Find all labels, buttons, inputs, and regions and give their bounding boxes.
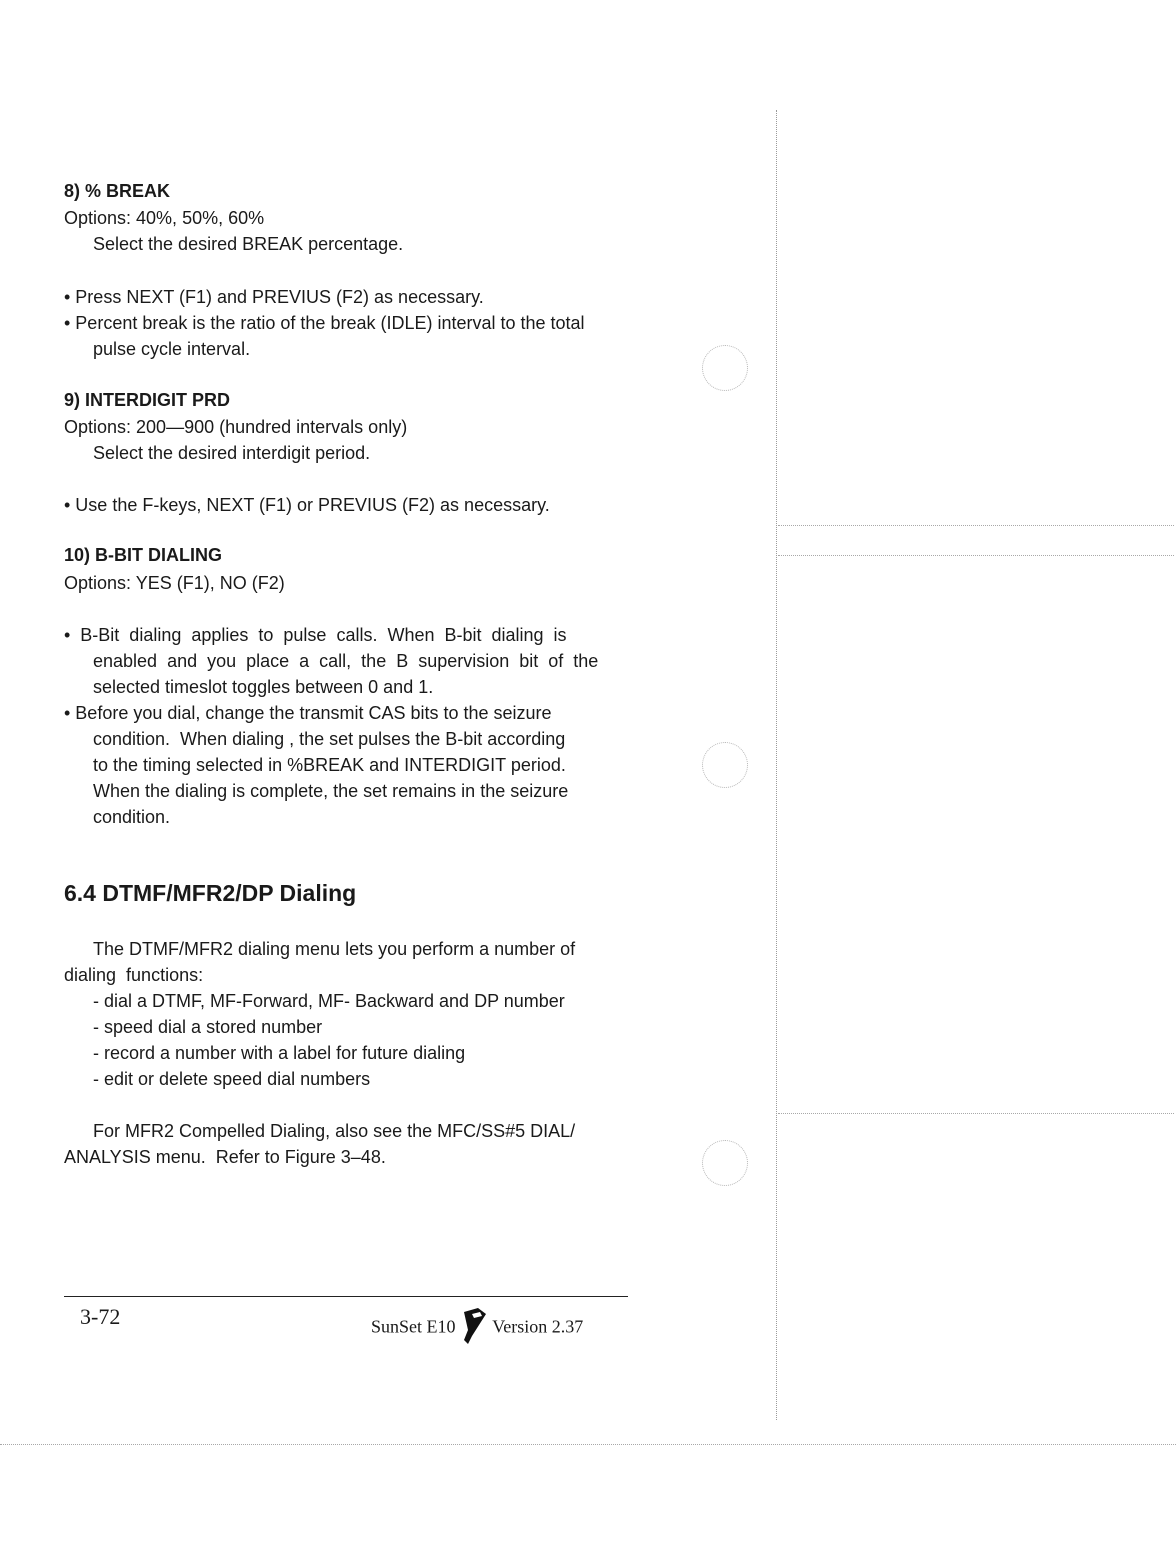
margin-guide-line bbox=[776, 110, 777, 1420]
bbit-bullet-1 bbox=[64, 622, 630, 700]
interdigit-options: Options: 200—900 (hundred intervals only) bbox=[64, 417, 408, 437]
list-item: - speed dial a stored number bbox=[93, 1017, 323, 1037]
break-description: Select the desired BREAK percentage. bbox=[93, 234, 404, 254]
margin-guide-dots bbox=[778, 555, 1174, 556]
punch-hole-icon bbox=[702, 742, 748, 788]
punch-hole-icon bbox=[702, 1140, 748, 1186]
bullet-line: condition. When dialing , the set pulses the B-bit according bbox=[93, 729, 566, 749]
note-line: ANALYSIS menu. Refer to Figure 3–48. bbox=[64, 1147, 386, 1167]
interdigit-heading: 9) INTERDIGIT PRD bbox=[64, 390, 231, 410]
break-heading: 8) % BREAK bbox=[64, 181, 171, 201]
margin-guide-dots bbox=[778, 525, 1174, 526]
bullet-line: to the timing selected in %BREAK and INTERDIGIT period. bbox=[93, 755, 566, 775]
bbit-heading: 10) B-BIT DIALING bbox=[64, 545, 223, 565]
intro-line: dialing functions: bbox=[64, 965, 204, 985]
footer-product bbox=[371, 1306, 583, 1351]
bullet-line: • Press NEXT (F1) and PREVIUS (F2) as necessary. bbox=[64, 287, 484, 307]
bullet-line: • Before you dial, change the transmit CAS bits to the seizure bbox=[64, 703, 552, 723]
bullet-line: condition. bbox=[93, 807, 171, 827]
bullet-line: enabled and you place a call, the B supervision bit of the bbox=[93, 651, 599, 671]
bullet-line: • Use the F-keys, NEXT (F1) or PREVIUS (F2) as necessary. bbox=[64, 495, 550, 515]
list-item: - record a number with a label for future dialing bbox=[93, 1043, 466, 1063]
break-bullet-2 bbox=[64, 310, 585, 362]
function-list bbox=[93, 988, 565, 1092]
list-item: - dial a DTMF, MF-Forward, MF- Backward and DP number bbox=[93, 991, 565, 1011]
mfr2-note bbox=[64, 1118, 575, 1170]
bullet-line: • B-Bit dialing applies to pulse calls. When B-bit dialing is bbox=[64, 625, 567, 645]
bbit-bullet-2 bbox=[64, 700, 568, 830]
section-title: 6.4 DTMF/MFR2/DP Dialing bbox=[64, 880, 357, 906]
footer-rule bbox=[64, 1296, 628, 1297]
note-line: For MFR2 Compelled Dialing, also see the MFC/SS#5 DIAL/ bbox=[93, 1121, 576, 1141]
phone-handset-logo-icon bbox=[460, 1306, 488, 1351]
bullet-line: pulse cycle interval. bbox=[93, 339, 251, 359]
break-bullet-1 bbox=[64, 284, 484, 310]
page-number: 3-72 bbox=[80, 1304, 121, 1329]
section-intro bbox=[64, 936, 575, 988]
punch-hole-icon bbox=[702, 345, 748, 391]
bullet-line: • Percent break is the ratio of the break (IDLE) interval to the total bbox=[64, 313, 585, 333]
bbit-options: Options: YES (F1), NO (F2) bbox=[64, 573, 285, 593]
margin-guide-dots bbox=[0, 1444, 1176, 1445]
break-options: Options: 40%, 50%, 60% bbox=[64, 208, 265, 228]
margin-guide-dots bbox=[778, 1113, 1174, 1114]
intro-line: The DTMF/MFR2 dialing menu lets you perform a number of bbox=[93, 939, 576, 959]
bullet-line: selected timeslot toggles between 0 and 1. bbox=[93, 677, 434, 697]
product-name: SunSet E10 bbox=[371, 1316, 456, 1337]
bullet-line: When the dialing is complete, the set remains in the seizure bbox=[93, 781, 569, 801]
version-label: Version 2.37 bbox=[492, 1316, 584, 1337]
interdigit-bullet-1 bbox=[64, 492, 550, 518]
list-item: - edit or delete speed dial numbers bbox=[93, 1069, 371, 1089]
interdigit-description: Select the desired interdigit period. bbox=[93, 443, 371, 463]
